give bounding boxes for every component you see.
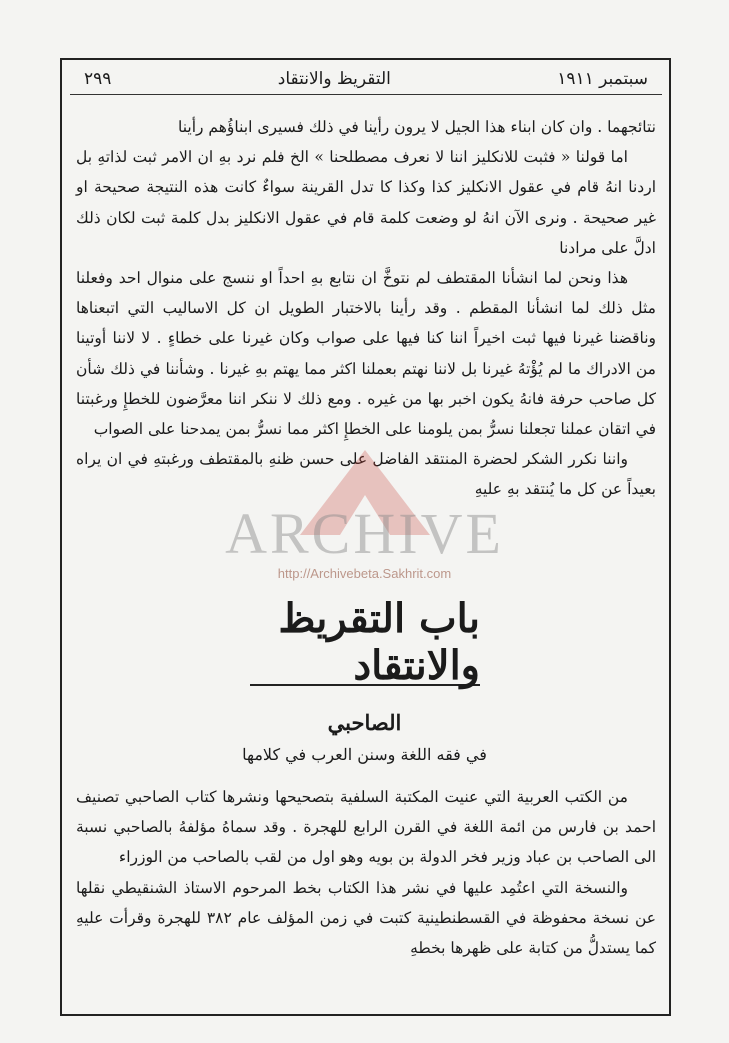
watermark-text: ARCHIVE bbox=[225, 501, 504, 566]
paragraph: اما قولنا « فثبت للانكليز اننا لا نعرف مصطلحنا » الخ فلم نرد بهِ ان الامر ثبت لذاتهِ بل اردنا انهُ قام في عقول الانكليز كذا وكذا كا تدل القرينة سواءٌ كانت هذه النتيجة صحيحة او غير صحيحة . ونرى الآن انهُ لو وضعت كلمة قام في عقول الانكليز بدل كلمة ثبت لكان ذلك ادلَّ على مرادنا bbox=[76, 148, 656, 257]
paragraph: والنسخة التي اعتُمِد عليها في نشر هذا الكتاب بخط المرحوم الاستاذ الشنقيطي نقلها عن نسخة محفوظة في القسطنطينية كتبت في زمن المؤلف عام ٣٨٢ للهجرة وقرأت عليهِ كما يستدلُّ من كتابة على ظهرها بخطهِ bbox=[76, 878, 656, 958]
paragraph: واننا نكرر الشكر لحضرة المنتقد الفاضل على حسن ظنهِ بالمقتطف ورغبتهِ في ان يراه بعيداً عن كل ما يُنتقد بهِ عليهِ bbox=[76, 450, 656, 499]
watermark-url: http://Archivebeta.Sakhrit.com bbox=[277, 566, 452, 581]
header-date: سبتمبر ١٩١١ bbox=[557, 69, 648, 89]
top-text-block bbox=[76, 112, 656, 505]
book-title: الصاحبي bbox=[327, 710, 402, 735]
paragraph: من الكتب العربية التي عنيت المكتبة السلفية بتصحيحها ونشرها كتاب الصاحبي تصنيف احمد بن فارس من ائمة اللغة في القرن الرابع للهجرة . وقد سماهُ مؤلفهُ بالصاحبي نسبة الى الصاحب بن عباد وزير فخر الدولة بن بويه وهو اول من لقب بالصاحب من الوزراء bbox=[76, 788, 656, 867]
paragraph: هذا ونحن لما انشأنا المقتطف لم نتوخَّ ان نتابع بهِ احداً او ننسج على منوال احد وفعلنا مثل ذلك لما انشأنا المقطم . وقد رأينا بالاختبار الطويل ان كل الاساليب التي اتبعناها وناقضنا غيرنا فيها ثبت اخيراً اننا كنا فيها على صواب وكان غيرنا على خطاءٍ . لا لاننا أوتينا من الادراك ما لم يُؤْتهُ غيرنا بل لاننا نهتم بعملنا اكثر مما يهتم بهِ غيرنا . وشأننا في ذلك شأن كل صاحب حرفة فانهُ يكون اخبر بها من غيره . ومع ذلك لا ننكر اننا معرَّضون للخطإِ ورغبتنا في اتقان عملنا تجعلنا نسرُّ بمن يلومنا على الخطإِ اكثر مما نسرُّ بمن يمدحنا على الصواب bbox=[76, 269, 656, 439]
header-section-title: التقريظ والانتقاد bbox=[277, 69, 391, 89]
section-banner: باب التقريظ والانتقاد bbox=[250, 600, 480, 686]
running-header bbox=[70, 64, 662, 95]
book-subtitle: في فقه اللغة وسنن العرب في كلامها bbox=[242, 745, 487, 764]
header-page-number: ٢٩٩ bbox=[84, 69, 112, 89]
paragraph: نتائجهما . وان كان ابناء هذا الجيل لا يرون رأينا في ذلك فسيرى ابناؤُهم رأينا bbox=[178, 118, 656, 136]
bottom-text-block bbox=[76, 782, 656, 963]
